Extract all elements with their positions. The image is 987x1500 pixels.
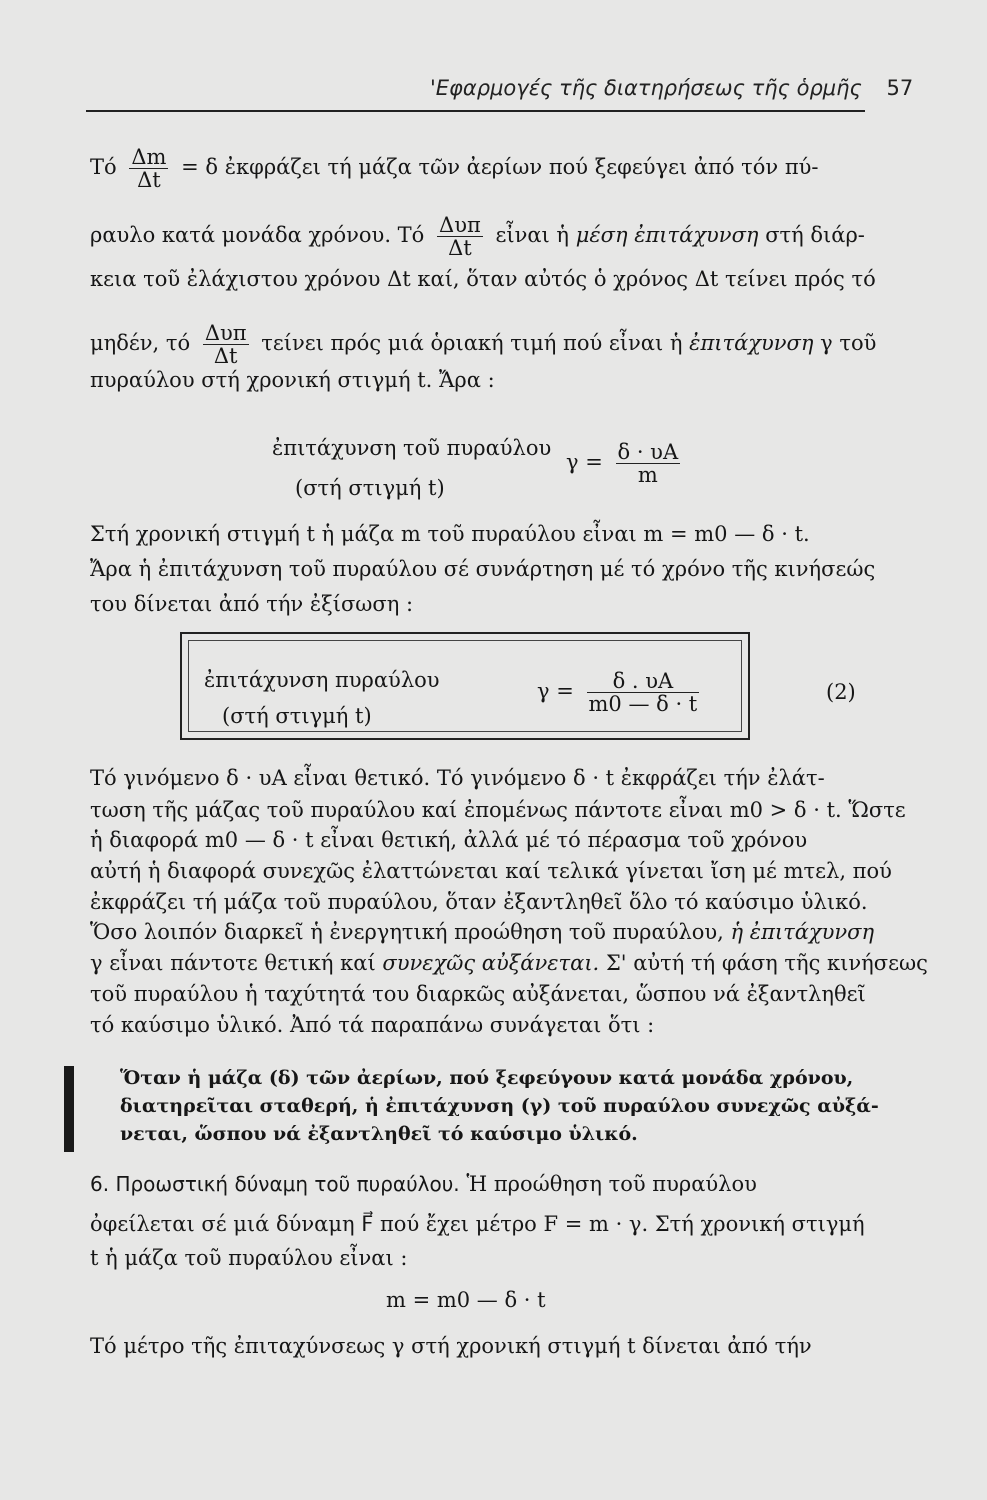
denominator: m0 — δ · t xyxy=(588,692,698,716)
section6-line-1 xyxy=(90,1170,870,1198)
running-header xyxy=(430,76,913,100)
italic-term: ἐπιτάχυνση xyxy=(689,331,814,355)
text: εἶναι ἡ xyxy=(495,223,570,247)
p3-line-3: ἡ διαφορά m0 — δ · t εἶναι θετική, ἀλλά μέ τό πέρασμα τοῦ χρόνου xyxy=(90,828,808,852)
section6-equation: m = m0 — δ · t xyxy=(386,1288,546,1312)
eq1-label-bottom: (στή στιγμή t) xyxy=(295,476,445,500)
header-rule xyxy=(86,110,865,112)
text: τείνει πρός μιά ὁριακή τιμή πού εἶναι ἡ xyxy=(261,331,683,355)
conclusion-line-3: νεται, ὥσπου νά ἐξαντληθεῖ τό καύσιμο ὑλικό. xyxy=(120,1123,638,1145)
p3-line-1: Τό γινόμενο δ · υA εἶναι θετικό. Τό γινόμενο δ · t ἐκφράζει τήν ἐλάτ- xyxy=(90,766,825,790)
fraction xyxy=(587,670,700,715)
fraction-dv-dt-2 xyxy=(203,322,249,367)
p2-line-2: Ἄρα ἡ ἐπιτάχυνση τοῦ πυραύλου σέ συνάρτηση μέ τό χρόνο τῆς κινήσεώς xyxy=(90,557,876,581)
text: Τό xyxy=(90,155,117,179)
running-title: 'Εφαρμογές τῆς διατηρήσεως τῆς ὁρμῆς xyxy=(430,76,862,100)
fraction xyxy=(616,441,681,486)
p1-line-4 xyxy=(90,321,877,368)
lhs: γ = xyxy=(537,679,574,703)
p1-line-1 xyxy=(90,146,870,191)
numerator: Δυπ xyxy=(204,321,247,345)
p3-line-6 xyxy=(90,918,875,946)
p3-line-4: αὐτή ἡ διαφορά συνεχῶς ἐλαττώνεται καί τελικά γίνεται ἴση μέ mτελ, πού xyxy=(90,859,892,883)
p1-line-3: κεια τοῦ ἐλάχιστου χρόνου Δt καί, ὅταν αὐτός ὁ χρόνος Δt τείνει πρός τό xyxy=(90,267,876,291)
text: Ὅσο λοιπόν διαρκεῖ ἡ ἐνεργητική προώθηση τοῦ πυραύλου, xyxy=(90,920,724,944)
conclusion-line-1: Ὅταν ἡ μάζα (δ) τῶν ἀερίων, πού ξεφεύγουν κατά μονάδα χρόνου, xyxy=(120,1067,854,1089)
text: μηδέν, τό xyxy=(90,331,191,355)
eq2-label-bottom: (στή στιγμή t) xyxy=(222,704,372,728)
text: ραυλο κατά μονάδα χρόνου. Τό xyxy=(90,223,425,247)
p2-line-3: του δίνεται ἀπό τήν ἐξίσωση : xyxy=(90,592,414,616)
p3-line-7 xyxy=(90,949,928,977)
italic-term: μέση ἐπιτάχυνση xyxy=(575,223,759,247)
p3-line-9: τό καύσιμο ὑλικό. Ἀπό τά παραπάνω συνάγεται ὅτι : xyxy=(90,1013,655,1037)
fraction-dv-dt xyxy=(437,214,483,259)
eq2-formula xyxy=(537,670,705,715)
denominator: m xyxy=(637,463,658,487)
section6-line-2: ὀφείλεται σέ μιά δύναμη F⃗ πού ἔχει μέτρο F = m · γ. Στή χρονική στιγμή xyxy=(90,1212,865,1236)
p3-line-8: τοῦ πυραύλου ἡ ταχύτητά του διαρκῶς αὐξάνεται, ὥσπου νά ἐξαντληθεῖ xyxy=(90,982,866,1006)
text: γ εἶναι πάντοτε θετική καί xyxy=(90,951,376,975)
text: γ τοῦ xyxy=(820,331,877,355)
text: στή διάρ- xyxy=(765,223,865,247)
p2-line-1: Στή χρονική στιγμή t ἡ μάζα m τοῦ πυραύλου εἶναι m = m0 — δ · t. xyxy=(90,522,810,546)
italic-term: ἡ ἐπιτάχυνση xyxy=(730,920,875,944)
conclusion-line-2: διατηρεῖται σταθερή, ἡ ἐπιτάχυνση (γ) τοῦ πυραύλου συνεχῶς αὐξά- xyxy=(120,1095,879,1117)
eq2-label-top: ἐπιτάχυνση πυραύλου xyxy=(204,668,440,692)
eq2-number: (2) xyxy=(826,680,856,704)
section6-line-4: Τό μέτρο τῆς ἐπιταχύνσεως γ στή χρονική στιγμή t δίνεται ἀπό τήν xyxy=(90,1334,812,1358)
text: = δ ἐκφράζει τή μάζα τῶν ἀερίων πού ξεφεύγει ἀπό τόν πύ- xyxy=(181,155,819,179)
section-title: 6. Προωστική δύναμη τοῦ πυραύλου. xyxy=(90,1172,460,1196)
italic-term: συνεχῶς αὐξάνεται. xyxy=(382,951,600,975)
p3-line-2: τωση τῆς μάζας τοῦ πυραύλου καί ἐπομένως πάντοτε εἶναι m0 > δ · t. Ὥστε xyxy=(90,798,906,822)
denominator: Δt xyxy=(448,236,472,260)
p1-line-5: πυραύλου στή χρονική στιγμή t. Ἄρα : xyxy=(90,368,495,392)
fraction-dm-dt xyxy=(129,146,168,191)
lhs: γ = xyxy=(566,450,603,474)
text: Σ' αὐτή τή φάση τῆς κινήσεως xyxy=(605,951,928,975)
numerator: Δm xyxy=(131,145,167,169)
conclusion-block xyxy=(120,1064,880,1148)
text: Ἡ προώθηση τοῦ πυραύλου xyxy=(466,1172,757,1196)
p1-line-2 xyxy=(90,214,870,259)
denominator: Δt xyxy=(137,168,161,192)
section6-line-3: t ἡ μάζα τοῦ πυραύλου εἶναι : xyxy=(90,1246,408,1270)
numerator: Δυπ xyxy=(439,213,481,237)
numerator: δ . υA xyxy=(587,670,700,693)
denominator: Δt xyxy=(213,344,238,368)
eq1-formula xyxy=(566,441,686,486)
p3-line-5: ἐκφράζει τή μάζα τοῦ πυραύλου, ὅταν ἐξαντληθεῖ ὅλο τό καύσιμο ὑλικό. xyxy=(90,890,868,914)
emphasis-bar xyxy=(64,1066,74,1152)
numerator: δ · υA xyxy=(617,440,679,464)
eq1-label-top: ἐπιτάχυνση τοῦ πυραύλου xyxy=(272,436,552,460)
page-number: 57 xyxy=(886,76,914,100)
